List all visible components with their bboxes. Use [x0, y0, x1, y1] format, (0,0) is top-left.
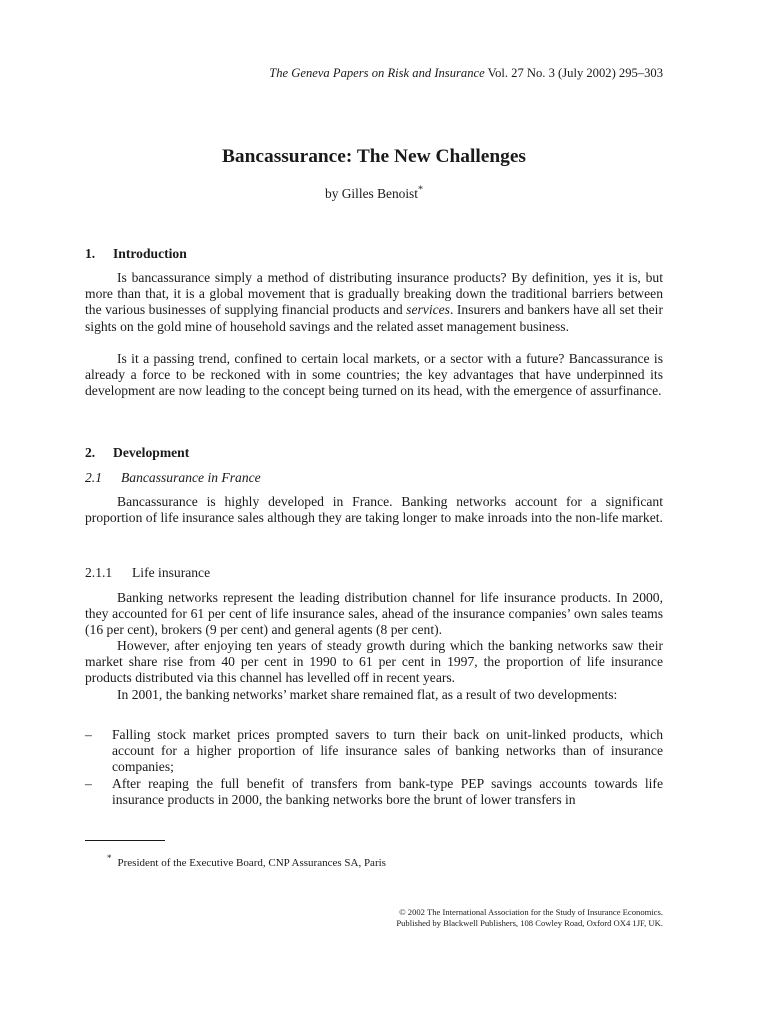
subsection-heading-bancassurance-in-france: [85, 470, 261, 486]
section-title: Development: [113, 445, 190, 460]
subsubsection-number: 2.1.1: [85, 565, 113, 580]
copyright-line-1: © 2002 The International Association for the Study of Insurance Economics.: [399, 907, 663, 917]
section-heading-introduction: [85, 246, 187, 262]
running-head: [269, 66, 663, 81]
section-number: 2.: [85, 445, 96, 460]
section-heading-development: [85, 445, 189, 461]
journal-name: The Geneva Papers on Risk and Insurance: [269, 66, 485, 80]
byline: [85, 186, 663, 202]
paper-title: Bancassurance: The New Challenges: [222, 146, 526, 167]
footnote-marker: *: [107, 853, 112, 864]
intro-paragraph-1-italic: services: [406, 302, 450, 318]
france-paragraph: Bancassurance is highly developed in France. Banking networks account for a significant proportion of life insurance sales although they are taking longer to make inroads into the non-life market.: [85, 494, 663, 526]
list-item: [85, 776, 663, 808]
life-paragraph-1: Banking networks represent the leading distribution channel for life insurance products. In 2000, they accounted for 61 per cent of life insurance sales, ahead of the insurance companies’ own sales teams (16 per cent), brokers (9 per cent) and general agents (8 per cent).: [85, 590, 663, 638]
journal-citation: Vol. 27 No. 3 (July 2002) 295–303: [487, 66, 663, 80]
list-item-text: After reaping the full benefit of transfers from bank-type PEP savings accounts towards life insurance products in 2000, the banking networks bore the brunt of lower transfers in: [112, 776, 663, 808]
intro-paragraph-1-text: Is bancassurance simply a method of distributing insurance products? By definition, yes it is, but more than that, it is a global movement that is gradually breaking down the traditional barriers between the various businesses of supplying financial products and: [85, 270, 663, 318]
footnote-rule: [85, 840, 165, 841]
life-paragraph-3: In 2001, the banking networks’ market share remained flat, as a result of two developments:: [117, 687, 618, 702]
author-footnote-marker[interactable]: *: [418, 184, 423, 196]
list-dash: –: [85, 727, 92, 742]
intro-paragraph-2: Is it a passing trend, confined to certain local markets, or a sector with a future? Bancassurance is already a force to be reckoned with in some countries; the key advantages that have underpinned its development are now leading to the concept being turned on its head, with the emergence of assurfinance.: [85, 351, 663, 399]
subsection-title: Bancassurance in France: [121, 470, 261, 485]
subsection-number: 2.1: [85, 470, 102, 485]
section-title: Introduction: [113, 246, 187, 261]
footnote: [107, 853, 386, 869]
subsubsection-heading-life-insurance: [85, 565, 210, 581]
intro-paragraph-1-tail: . Insurers and bankers have all set their sights on the gold mine of household savings and the related asset management business.: [85, 302, 663, 334]
list-dash: –: [85, 776, 92, 791]
author-line: by Gilles Benoist: [325, 186, 418, 201]
section-number: 1.: [85, 246, 96, 261]
copyright-notice: [396, 907, 663, 929]
life-paragraph-2: However, after enjoying ten years of steady growth during which the banking networks saw their market share rise from 40 per cent in 1990 to 61 per cent in 1997, the proportion of life insurance products distributed via this channel has levelled off in recent years.: [85, 638, 663, 686]
list-item: [85, 727, 663, 776]
intro-paragraph-1: [85, 270, 663, 335]
subsubsection-title: Life insurance: [132, 565, 211, 580]
list-item-text: Falling stock market prices prompted savers to turn their back on unit-linked products, which account for a higher proportion of life insurance sales of banking networks than of insurance companies;: [112, 727, 663, 775]
copyright-line-2: Published by Blackwell Publishers, 108 Cowley Road, Oxford OX4 1JF, UK.: [396, 918, 663, 929]
footnote-text: President of the Executive Board, CNP Assurances SA, Paris: [117, 857, 386, 869]
